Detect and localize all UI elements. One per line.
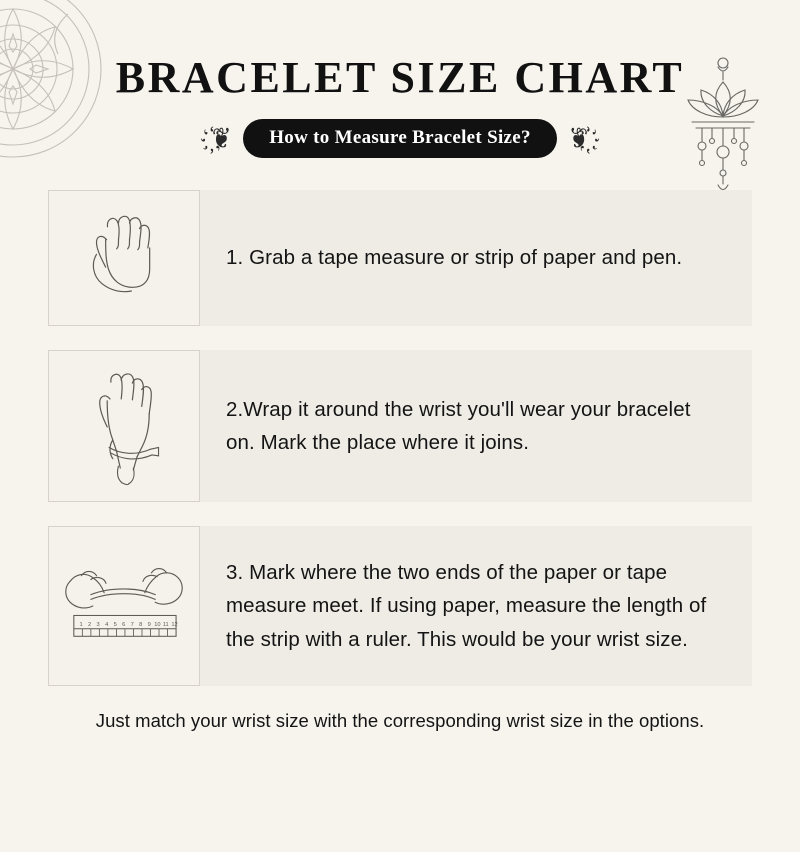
svg-text:11: 11 bbox=[162, 621, 169, 628]
svg-text:2: 2 bbox=[88, 621, 92, 628]
page-title: BRACELET SIZE CHART bbox=[115, 53, 685, 102]
svg-text:12: 12 bbox=[171, 621, 178, 628]
list-item bbox=[48, 526, 752, 686]
subtitle-row bbox=[0, 119, 800, 158]
step-1-text: 1. Grab a tape measure or strip of paper and pen. bbox=[226, 246, 683, 270]
hand-with-tape-around-wrist-illustration-icon bbox=[48, 350, 200, 502]
svg-text:9: 9 bbox=[147, 621, 151, 628]
step-2-text: 2.Wrap it around the wrist you'll wear your bracelet on. Mark the place where it joins. bbox=[226, 397, 691, 454]
svg-text:1: 1 bbox=[79, 621, 83, 628]
svg-text:5: 5 bbox=[113, 621, 117, 628]
list-item bbox=[48, 190, 752, 326]
svg-text:7: 7 bbox=[130, 621, 134, 628]
steps-list bbox=[0, 190, 800, 686]
flourish-left-icon: ҉❦ bbox=[211, 122, 232, 155]
hand-fist-illustration-icon bbox=[48, 190, 200, 326]
flourish-right-icon: ҉❦ bbox=[568, 122, 589, 155]
step-3-text: 3. Mark where the two ends of the paper or tape measure meet. If using paper, measure the length of the strip with a ruler. This would be your wrist size. bbox=[226, 561, 707, 651]
svg-text:8: 8 bbox=[139, 621, 143, 628]
svg-text:4: 4 bbox=[105, 621, 109, 628]
svg-text:10: 10 bbox=[154, 621, 161, 628]
list-item bbox=[48, 350, 752, 502]
hands-measuring-paper-strip-with-ruler-illustration-icon bbox=[48, 526, 200, 686]
step-text bbox=[200, 190, 752, 326]
step-text bbox=[200, 526, 752, 686]
svg-text:6: 6 bbox=[122, 621, 126, 628]
subtitle-pill: How to Measure Bracelet Size? bbox=[243, 119, 557, 158]
step-text bbox=[200, 350, 752, 502]
footer-note: Just match your wrist size with the corresponding wrist size in the options. bbox=[95, 710, 705, 731]
svg-text:3: 3 bbox=[96, 621, 100, 628]
